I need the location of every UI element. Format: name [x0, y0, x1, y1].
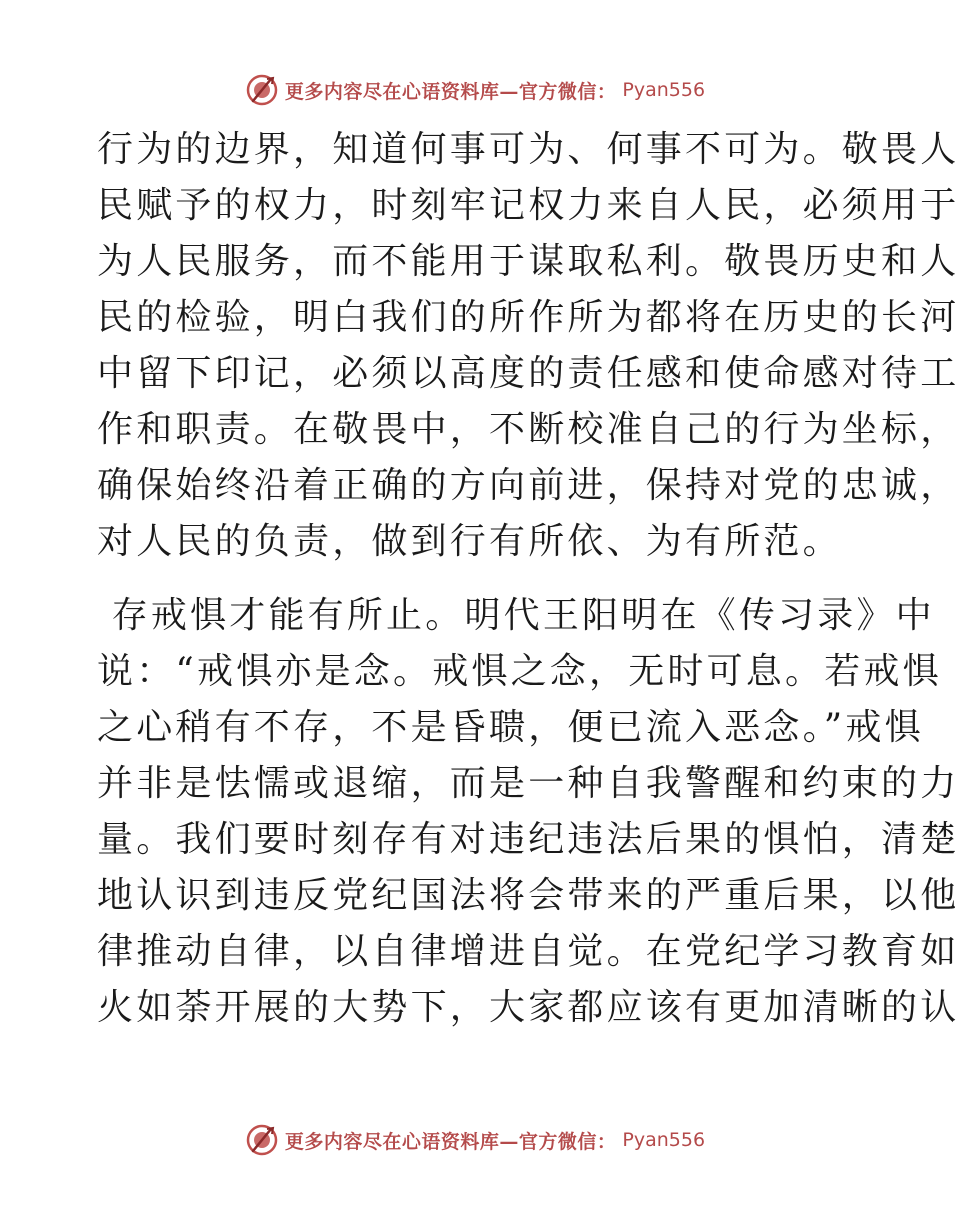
- footer-banner-text: 更多内容尽在心语资料库—官方微信：: [284, 1130, 617, 1153]
- text-line: 地认识到违反党纪国法将会带来的严重后果，以他: [97, 875, 959, 916]
- paragraph-2: [97, 588, 959, 1036]
- header-banner-wechat-id: Pyan556: [622, 79, 706, 101]
- paragraph-gap: [97, 570, 857, 588]
- text-line: 量。我们要时刻存有对违纪违法后果的惧怕，清楚: [97, 819, 959, 860]
- brand-logo-icon: [245, 73, 279, 107]
- header-banner: [0, 70, 950, 110]
- footer-banner: [0, 1120, 950, 1160]
- footer-banner-wechat-id: Pyan556: [622, 1129, 706, 1151]
- text-line: 之心稍有不存，不是昏聩，便已流入恶念。”戒惧: [97, 707, 924, 748]
- header-banner-text: 更多内容尽在心语资料库—官方微信：: [284, 80, 617, 103]
- text-line: 民的检验，明白我们的所作所为都将在历史的长河: [97, 297, 959, 338]
- text-line: 说：“戒惧亦是念。戒惧之念，无时可息。若戒惧: [97, 651, 942, 692]
- document-body: [97, 122, 959, 1036]
- text-line: 行为的边界，知道何事可为、何事不可为。敬畏人: [97, 129, 959, 170]
- text-line: 作和职责。在敬畏中，不断校准自己的行为坐标，: [97, 409, 959, 450]
- text-line: 民赋予的权力，时刻牢记权力来自人民，必须用于: [97, 185, 959, 226]
- text-line: 并非是怯懦或退缩，而是一种自我警醒和约束的力: [97, 763, 959, 804]
- brand-logo-icon: [245, 1123, 279, 1157]
- text-line: 火如荼开展的大势下，大家都应该有更加清晰的认: [97, 987, 959, 1028]
- paragraph-1: [97, 122, 959, 570]
- text-line: 确保始终沿着正确的方向前进，保持对党的忠诚，: [97, 465, 959, 506]
- text-line: 对人民的负责，做到行有所依、为有所范。: [97, 521, 842, 562]
- text-line: 存戒惧才能有所止。明代王阳明在《传习录》中: [97, 595, 935, 636]
- text-line: 律推动自律，以自律增进自觉。在党纪学习教育如: [97, 931, 959, 972]
- text-line: 为人民服务，而不能用于谋取私利。敬畏历史和人: [97, 241, 959, 282]
- text-line: 中留下印记，必须以高度的责任感和使命感对待工: [97, 353, 959, 394]
